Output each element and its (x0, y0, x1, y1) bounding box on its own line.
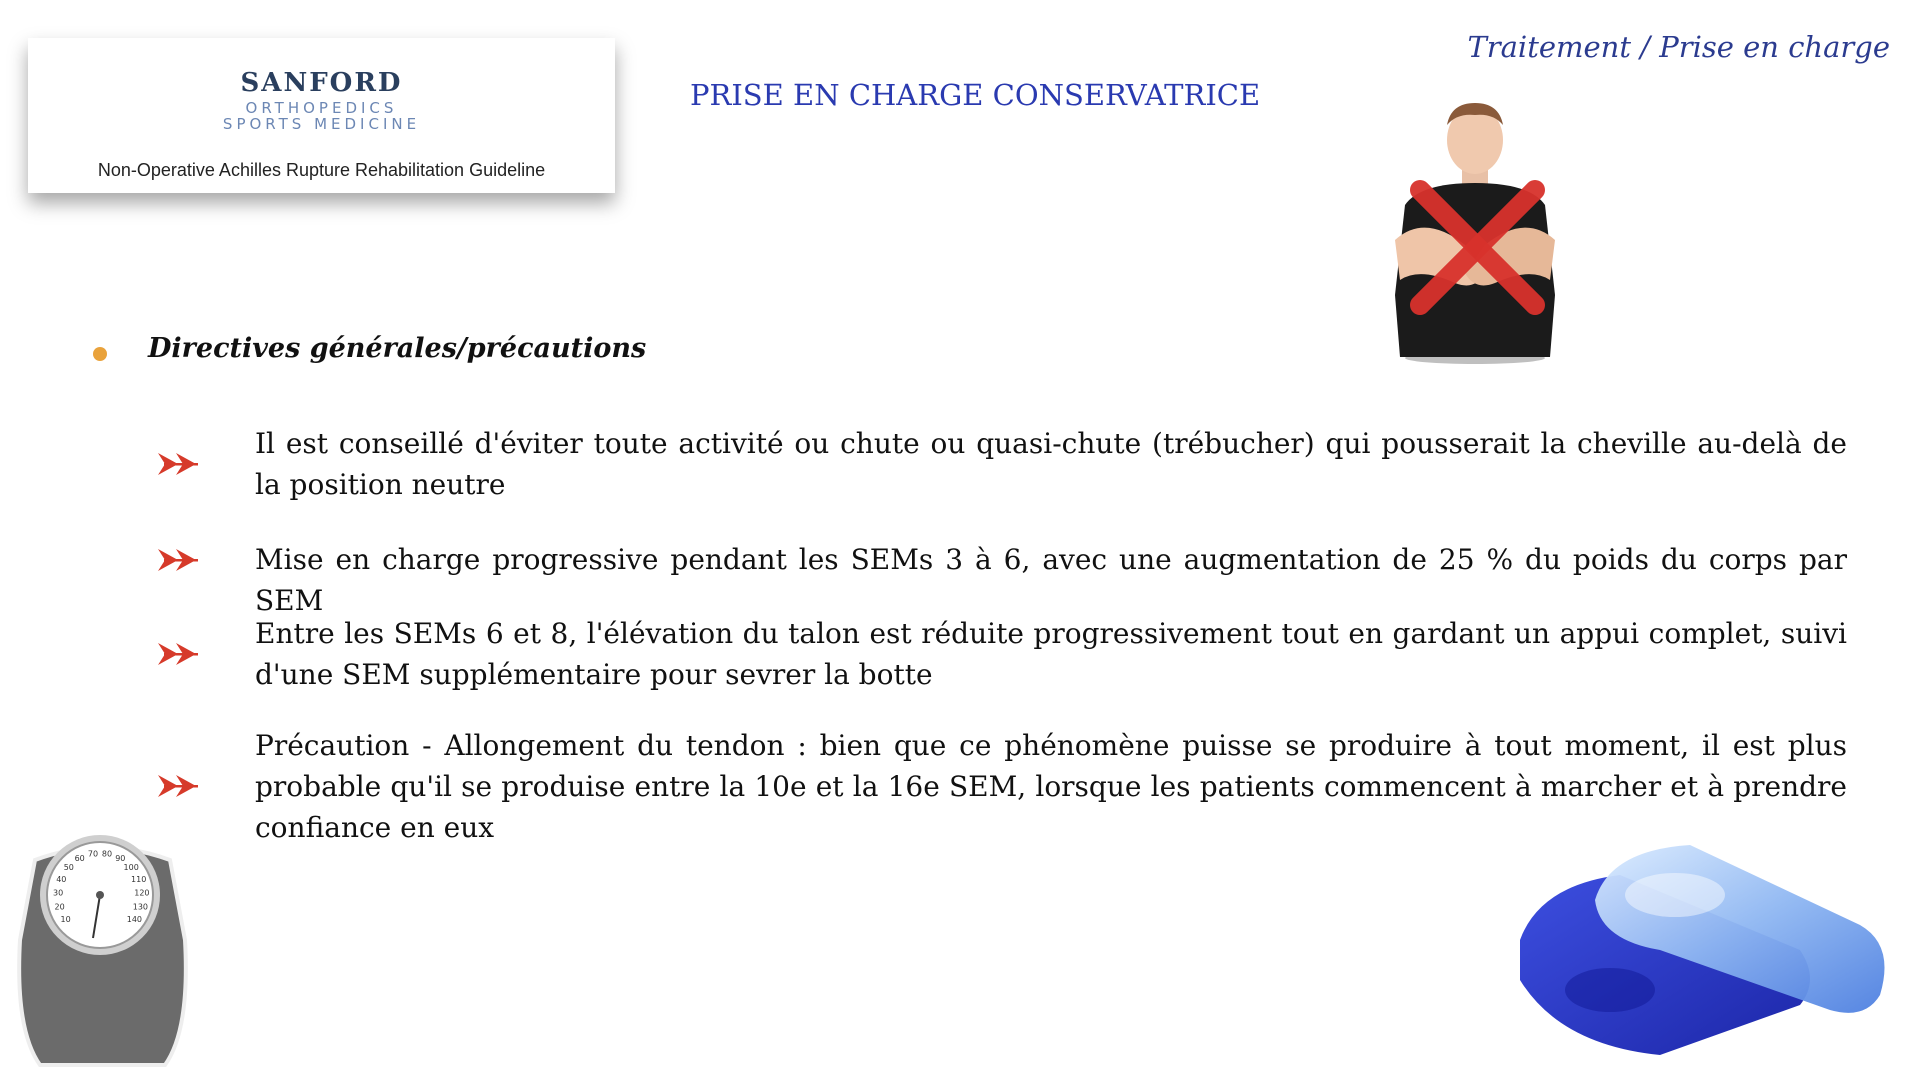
scale-dial-label: 10 (60, 915, 71, 925)
scale-dial-label: 100 (123, 862, 139, 872)
scale-dial-label: 110 (131, 874, 147, 884)
scale-dial-label: 40 (56, 874, 67, 884)
logo-line-sports-medicine: SPORTS MEDICINE (222, 115, 421, 133)
heel-lift-insoles-image (1500, 830, 1905, 1060)
logo-caption: Non-Operative Achilles Rupture Rehabilitation Guideline (97, 160, 546, 180)
logo-line-orthopedics: ORTHOPEDICS (245, 99, 398, 117)
scale-dial-label: 120 (134, 888, 150, 898)
logo-brand: SANFORD (240, 68, 403, 98)
scale-dial-label: 50 (63, 862, 74, 872)
list-item: Il est conseillé d'éviter toute activité ou chute ou quasi-chute (trébucher) qui pousserait la cheville au-delà de la position neutre (255, 427, 1847, 501)
scale-dial-label: 80 (101, 849, 113, 859)
page-title: PRISE EN CHARGE CONSERVATRICE (690, 78, 1261, 112)
list-item: Entre les SEMs 6 et 8, l'élévation du talon est réduite progressivement tout en gardant un appui complet, suivi d'une SEM supplémentaire pour sevrer la botte (255, 617, 1847, 691)
double-chevron-arrow-icon (158, 773, 204, 799)
scale-dial-label: 60 (74, 854, 85, 864)
scale-dial-label: 30 (53, 888, 64, 898)
bathroom-scale-image (15, 830, 190, 1075)
list-item: Mise en charge progressive pendant les SEMs 3 à 6, avec une augmentation de 25 % du poids du corps par SEM (255, 543, 1847, 617)
sanford-logo-card (28, 38, 615, 193)
double-chevron-arrow-icon (158, 641, 204, 667)
scale-dial-label: 130 (132, 902, 149, 912)
list-item: Précaution - Allongement du tendon : bien que ce phénomène puisse se produire à tout moment, il est plus probable qu'il se produise entre la 10e et la 16e SEM, lorsque les patients commencent à marcher et à prendre confiance en eux (255, 729, 1847, 844)
scale-dial-label: 90 (115, 854, 126, 864)
scale-dial-label: 20 (54, 902, 65, 912)
scale-dial-label: 70 (87, 849, 99, 859)
man-crossed-arms-image (1385, 95, 1565, 365)
orange-dot-icon (93, 347, 107, 361)
section-header: Traitement / Prise en charge (1467, 30, 1890, 64)
double-chevron-arrow-icon (158, 451, 204, 477)
section-heading: Directives générales/précautions (148, 333, 647, 364)
double-chevron-arrow-icon (158, 547, 204, 573)
scale-dial-label: 140 (126, 915, 143, 925)
